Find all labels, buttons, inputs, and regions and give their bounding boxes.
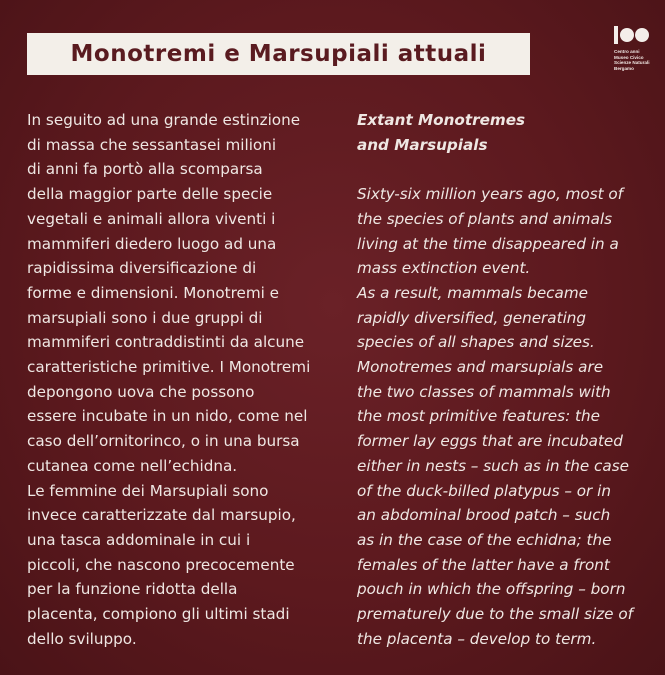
english-line: the placenta – develop to term. [357,629,597,648]
italian-line: Le femmine dei Marsupiali sono [27,481,269,500]
english-heading: and Marsupials [357,135,488,154]
italian-line: mammiferi diedero luogo ad una [27,234,277,253]
english-line: species of all shapes and sizes. [357,333,595,352]
title-banner [27,33,530,75]
italian-line: caso dell’ornitorinco, o in una bursa [27,432,300,451]
italian-line: della maggior parte delle specie [27,185,273,204]
english-line: Monotremes and marsupials are [357,358,604,377]
english-heading: Extant Monotremes [357,111,526,129]
english-line: pouch in which the offspring – born [357,580,626,599]
english-line: living at the time disappeared in a [357,234,619,253]
english-line: either in nests – such as in the case [357,456,629,475]
spacer [357,157,657,182]
italian-line: rapidissima diversificazione di [27,259,257,278]
italian-line: In seguito ad una grande estinzione [27,111,301,129]
logo-text: Centro anni Museo Civico Scienze Naturali Bergamo [614,49,650,71]
english-line: as in the case of the echidna; the [357,530,612,549]
italian-line: invece caratterizzate dal marsupio, [27,506,296,525]
logo-100-mark [614,24,662,46]
italian-line: cutanea come nell’echidna. [27,456,238,475]
english-line: the two classes of mammals with [357,382,611,401]
italian-line: caratteristiche primitive. I Monotremi [27,358,311,377]
panel-title: Monotremi e Marsupiali attuali [70,41,487,67]
museum-logo [614,24,662,94]
italian-line: placenta, compiono gli ultimi stadi [27,605,290,624]
italian-line: piccoli, che nascono precocemente [27,555,295,574]
italian-line: una tasca addominale in cui i [27,530,251,549]
italian-line: marsupiali sono i due gruppi di [27,308,263,327]
italian-text-column [27,108,327,651]
english-line: As a result, mammals became [357,283,588,302]
english-text-column [357,108,657,651]
italian-line: per la funzione ridotta della [27,580,238,599]
english-line: the species of plants and animals [357,209,613,228]
italian-line: di massa che sessantasei milioni [27,135,277,154]
italian-line: depongono uova che possono [27,382,255,401]
english-line: Sixty-six million years ago, most of [357,185,624,204]
english-line: rapidly diversified, generating [357,308,587,327]
italian-line: mammiferi contraddistinti da alcune [27,333,305,352]
english-line: of the duck-billed platypus – or in [357,481,611,500]
english-line: former lay eggs that are incubated [357,432,623,451]
english-line: the most primitive features: the [357,407,600,426]
english-line: females of the latter have a front [357,555,610,574]
italian-line: dello sviluppo. [27,629,137,648]
english-line: prematurely due to the small size of [357,605,633,624]
italian-line: vegetali e animali allora viventi i [27,209,276,228]
english-line: mass extinction event. [357,259,531,278]
italian-line: di anni fa portò alla scomparsa [27,160,263,179]
italian-line: essere incubate in un nido, come nel [27,407,308,426]
italian-line: forme e dimensioni. Monotremi e [27,283,280,302]
english-line: an abdominal brood patch – such [357,506,611,525]
